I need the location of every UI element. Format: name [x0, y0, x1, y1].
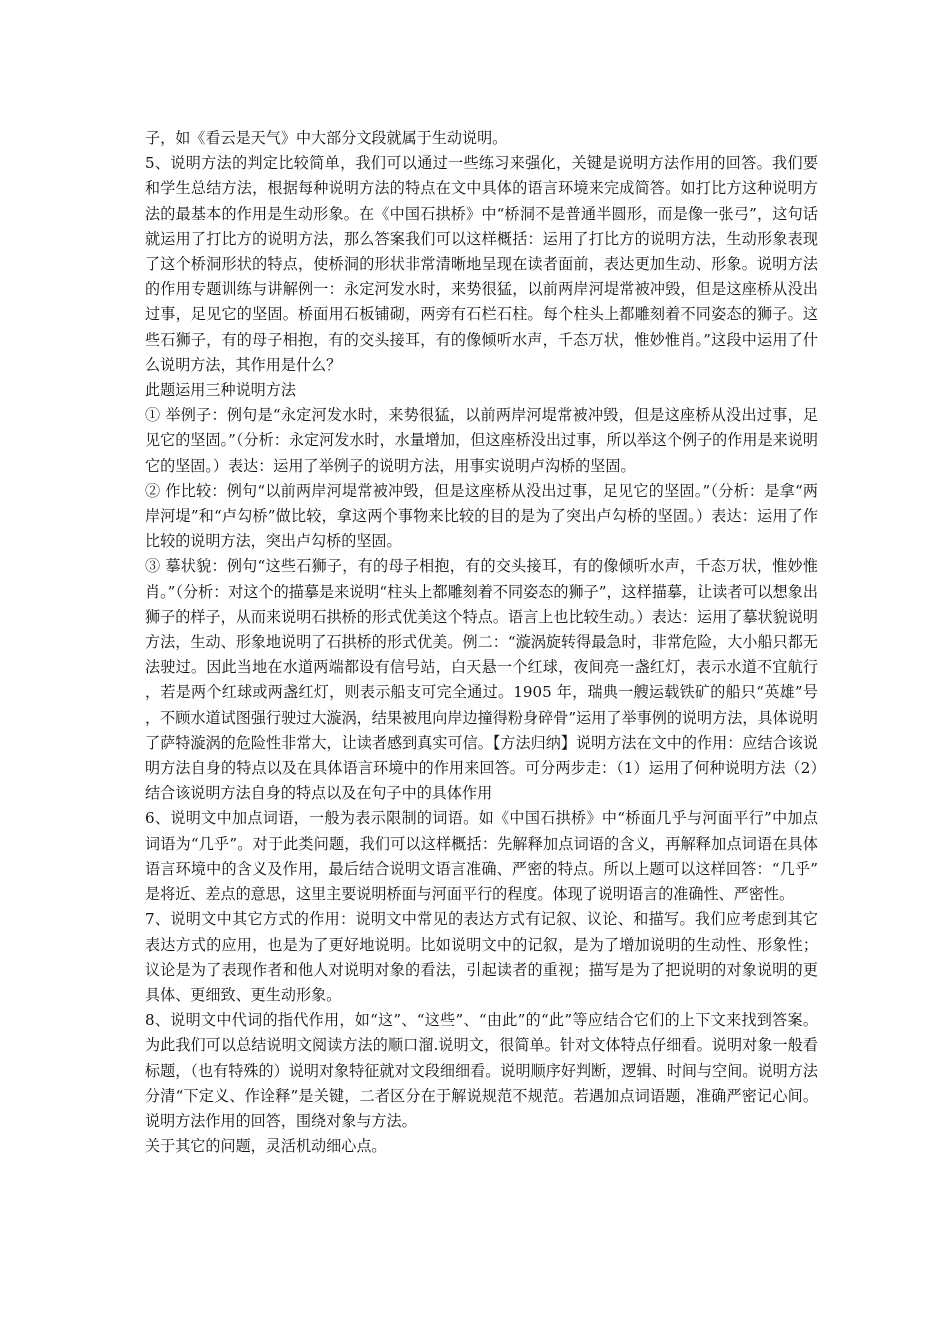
paragraph-point-6: 6、说明文中加点词语，一般为表示限制的词语。如《中国石拱桥》中“桥面几乎与河面平行”中加点词语为“几乎”。对于此类问题，我们可以这样概括：先解释加点词语的含义，再解释加点词语在具体语言环境中的含义及作用，最后结合说明文语言准确、严密的特点。所以上题可以这样回答：“几乎”是将近、差点的意思，这里主要说明桥面与河面平行的程度。体现了说明语言的准确性、严密性。 — [145, 809, 818, 904]
paragraph-intro-tail: 子，如《看云是天气》中大部分文段就属于生动说明。 — [145, 129, 508, 147]
paragraph-three-methods: 此题运用三种说明方法 — [145, 381, 296, 400]
paragraph-method-example: ① 举例子：例句是“永定河发水时，来势很猛，以前两岸河堤常被冲毁，但是这座桥从没出过事，足见它的坚固。”（分析：永定河发水时，水量增加，但这座桥没出过事，所以举这个例子的作用是来说明它的坚固。）表达：运用了举例子的说明方法，用事实说明卢沟桥的坚固。 — [145, 406, 818, 475]
paragraph-point-5: 5、说明方法的判定比较简单，我们可以通过一些练习来强化，关键是说明方法作用的回答。我们要和学生总结方法，根据每种说明方法的特点在文中具体的语言环境来完成简答。如打比方这种说明方法的最基本的作用是生动形象。在《中国石拱桥》中“桥洞不是普通半圆形，而是像一张弓”，这句话就运用了打比方的说明方法，那么答案我们可以这样概括：运用了打比方的说明方法，生动形象表现了这个桥洞形状的特点，使桥洞的形状非常清晰地呈现在读者面前，表达更加生动、形象。说明方法的作用专题训练与讲解例一：永定河发水时，来势很猛，以前两岸河堤常被冲毁，但是这座桥从没出过事，足见它的坚固。桥面用石板铺砌，两旁有石栏石柱。每个柱头上都雕刻着不同姿态的狮子。这些石狮子，有的母子相抱，有的交头接耳，有的像倾听水声，千态万状，惟妙惟肖。”这段中运用了什么说明方法，其作用是什么？ — [145, 154, 818, 374]
paragraph-closing: 关于其它的问题，灵活机动细心点。 — [145, 1137, 387, 1156]
paragraph-method-comparison: ② 作比较：例句“以前两岸河堤常被冲毁，但是这座桥从没出过事，足见它的坚固。”（分析：是拿“两岸河堤”和“卢勾桥”做比较，拿这两个事物来比较的目的是为了突出卢勾桥的坚固。）表达：运用了作比较的说明方法，突出卢勾桥的坚固。 — [145, 481, 818, 551]
paragraph-point-7: 7、说明文中其它方式的作用：说明文中常见的表达方式有记叙、议论、和描写。我们应考虑到其它表达方式的应用，也是为了更好地说明。比如说明文中的记叙，是为了增加说明的生动性、形象性；议论是为了表现作者和他人对说明对象的看法，引起读者的重视；描写是为了把说明的对象说明的更具体、更细致、更生动形象。 — [145, 910, 818, 1004]
paragraph-point-8: 8、说明文中代词的指代作用，如“这”、“这些”、“由此”的“此”等应结合它们的上下文来找到答案。为此我们可以总结说明文阅读方法的顺口溜.说明文，很简单。针对文体特点仔细看。说明对象一般看标题，（也有特殊的）说明对象特征就对文段细细看。说明顺序好判断，逻辑、时间与空间。说明方法分清“下定义、作诠释”是关键，二者区分在于解说规范不规范。若遇加点词语题，准确严密记心间。说明方法作用的回答，围绕对象与方法。 — [145, 1011, 818, 1130]
document-page — [145, 126, 818, 1159]
paragraph-method-description: ③ 摹状貌：例句“这些石狮子，有的母子相抱，有的交头接耳，有的像倾听水声，千态万状，惟妙惟肖。”（分析：对这个的描摹是来说明“柱头上都雕刻着不同姿态的狮子”，这样描摹，让读者可以想象出狮子的样子，从而来说明石拱桥的形式优美这个特点。语言上也比较生动。）表达：运用了摹状貌说明方法，生动、形象地说明了石拱桥的形式优美。例二：“漩涡旋转得最急时，非常危险，大小船只都无法驶过。因此当地在水道两端都设有信号站，白天悬一个红球，夜间亮一盏红灯，表示水道不宜航行，若是两个红球或两盏红灯，则表示船支可完全通过。1905 年，瑞典一艘运载铁矿的船只“英雄”号，不顾水道试图强行驶过大漩涡，结果被甩向岸边撞得粉身碎骨”运用了举事例的说明方法，具体说明了萨特漩涡的危险性非常大，让读者感到真实可信。【方法归纳】说明方法在文中的作用：应结合该说明方法自身的特点以及在具体语言环境中的作用来回答。可分两步走：（1）运用了何种说明方法（2）结合该说明方法自身的特点以及在句子中的具体作用 — [145, 557, 818, 803]
